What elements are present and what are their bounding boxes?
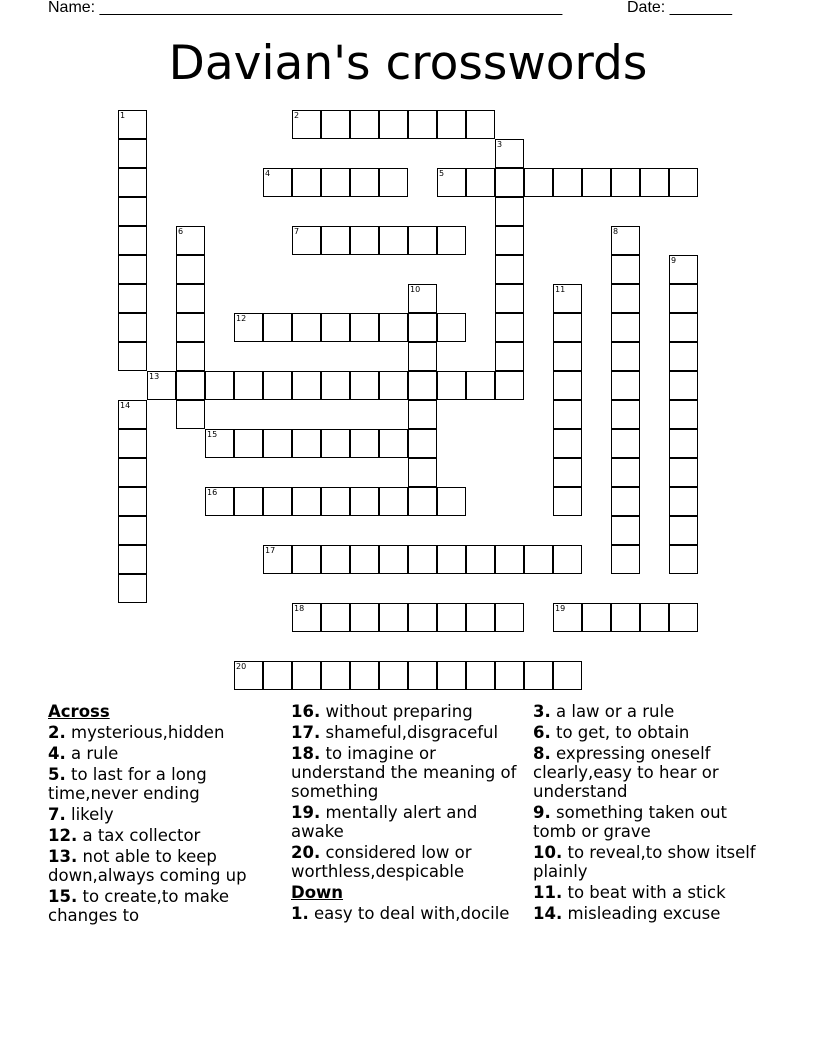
clue-text: without preparing <box>325 702 473 721</box>
clue-number-label: 6. <box>533 723 551 742</box>
grid-cell[interactable] <box>669 603 698 632</box>
grid-cell[interactable] <box>263 168 292 197</box>
clue-number-label: 14. <box>533 904 563 923</box>
clue-number-label: 1. <box>291 904 309 923</box>
grid-cell[interactable] <box>669 342 698 371</box>
grid-cell[interactable] <box>437 168 466 197</box>
grid-cell[interactable] <box>379 429 408 458</box>
grid-cell[interactable] <box>553 603 582 632</box>
grid-cell[interactable] <box>118 110 147 139</box>
grid-cell[interactable] <box>408 400 437 429</box>
grid-cell[interactable] <box>321 226 350 255</box>
grid-cell[interactable] <box>553 168 582 197</box>
grid-cell[interactable] <box>350 168 379 197</box>
clue-number-label: 8. <box>533 744 551 763</box>
grid-cell[interactable] <box>466 545 495 574</box>
clue-number-label: 15. <box>48 887 78 906</box>
grid-cell[interactable] <box>176 226 205 255</box>
grid-cell[interactable] <box>437 371 466 400</box>
across-clue <box>48 723 288 742</box>
grid-cell[interactable] <box>611 371 640 400</box>
grid-cell[interactable] <box>495 139 524 168</box>
clue-number: 3 <box>497 140 503 149</box>
grid-cell[interactable] <box>118 574 147 603</box>
grid-cell[interactable] <box>350 545 379 574</box>
across-clue <box>291 723 531 742</box>
grid-cell[interactable] <box>611 400 640 429</box>
grid-cell[interactable] <box>321 371 350 400</box>
clue-number-label: 10. <box>533 843 563 862</box>
down-clue <box>533 883 773 902</box>
grid-cell[interactable] <box>611 313 640 342</box>
grid-cell[interactable] <box>379 371 408 400</box>
clue-number: 15 <box>207 430 218 439</box>
clue-text: mentally alert and awake <box>291 803 478 841</box>
clue-number-label: 4. <box>48 744 66 763</box>
clue-number: 12 <box>236 314 247 323</box>
grid-cell[interactable] <box>408 661 437 690</box>
grid-cell[interactable] <box>176 255 205 284</box>
grid-cell[interactable] <box>495 284 524 313</box>
grid-cell[interactable] <box>437 226 466 255</box>
grid-cell[interactable] <box>408 603 437 632</box>
grid-cell[interactable] <box>408 545 437 574</box>
across-clue <box>48 744 288 763</box>
clue-number: 2 <box>294 111 300 120</box>
grid-cell[interactable] <box>176 342 205 371</box>
clue-text: mysterious,hidden <box>71 723 225 742</box>
grid-cell[interactable] <box>292 313 321 342</box>
grid-cell[interactable] <box>437 661 466 690</box>
grid-cell[interactable] <box>669 545 698 574</box>
grid-cell[interactable] <box>234 429 263 458</box>
grid-cell[interactable] <box>292 545 321 574</box>
grid-cell[interactable] <box>640 603 669 632</box>
grid-cell[interactable] <box>350 487 379 516</box>
clue-text: a tax collector <box>82 826 201 845</box>
clue-number: 17 <box>265 546 276 555</box>
clue-text: misleading excuse <box>567 904 721 923</box>
grid-cell[interactable] <box>321 487 350 516</box>
grid-cell[interactable] <box>669 516 698 545</box>
grid-cell[interactable] <box>466 371 495 400</box>
grid-cell[interactable] <box>263 661 292 690</box>
down-clue <box>533 803 773 841</box>
grid-cell[interactable] <box>205 487 234 516</box>
grid-cell[interactable] <box>553 458 582 487</box>
grid-cell[interactable] <box>495 603 524 632</box>
across-clue <box>48 826 288 845</box>
grid-cell[interactable] <box>263 487 292 516</box>
grid-cell[interactable] <box>553 313 582 342</box>
clue-number-label: 17. <box>291 723 321 742</box>
grid-cell[interactable] <box>176 400 205 429</box>
grid-cell[interactable] <box>640 168 669 197</box>
clues-column-3 <box>533 702 773 925</box>
across-clue <box>48 887 288 925</box>
clue-number: 9 <box>671 256 677 265</box>
grid-cell[interactable] <box>292 487 321 516</box>
down-clue <box>533 702 773 721</box>
grid-cell[interactable] <box>466 661 495 690</box>
grid-cell[interactable] <box>176 313 205 342</box>
grid-cell[interactable] <box>379 226 408 255</box>
grid-cell[interactable] <box>263 545 292 574</box>
grid-cell[interactable] <box>669 284 698 313</box>
grid-cell[interactable] <box>118 313 147 342</box>
grid-cell[interactable] <box>263 429 292 458</box>
grid-cell[interactable] <box>408 342 437 371</box>
grid-cell[interactable] <box>350 313 379 342</box>
across-clue <box>291 803 531 841</box>
grid-cell[interactable] <box>205 429 234 458</box>
grid-cell[interactable] <box>495 168 524 197</box>
grid-cell[interactable] <box>118 516 147 545</box>
grid-cell[interactable] <box>553 400 582 429</box>
grid-cell[interactable] <box>350 603 379 632</box>
clue-text: a law or a rule <box>556 702 675 721</box>
across-clue <box>291 744 531 801</box>
grid-cell[interactable] <box>321 661 350 690</box>
across-clue <box>48 765 288 803</box>
clue-text: likely <box>71 805 114 824</box>
grid-cell[interactable] <box>582 168 611 197</box>
grid-cell[interactable] <box>408 487 437 516</box>
grid-cell[interactable] <box>408 458 437 487</box>
clue-text: a rule <box>71 744 119 763</box>
grid-cell[interactable] <box>553 487 582 516</box>
grid-cell[interactable] <box>379 110 408 139</box>
grid-cell[interactable] <box>321 545 350 574</box>
down-clue <box>533 843 773 881</box>
grid-cell[interactable] <box>669 168 698 197</box>
name-line: Name: ____________________________________________________ <box>48 0 563 16</box>
grid-cell[interactable] <box>582 603 611 632</box>
clue-number: 4 <box>265 169 271 178</box>
grid-cell[interactable] <box>611 516 640 545</box>
across-clue <box>48 805 288 824</box>
date-line: Date: _______ <box>627 0 732 16</box>
clue-number: 19 <box>555 604 566 613</box>
grid-cell[interactable] <box>553 429 582 458</box>
grid-cell[interactable] <box>669 400 698 429</box>
grid-cell[interactable] <box>437 487 466 516</box>
down-clue <box>533 904 773 923</box>
clue-number: 8 <box>613 227 619 236</box>
grid-cell[interactable] <box>553 545 582 574</box>
across-clue <box>48 847 288 885</box>
grid-cell[interactable] <box>669 255 698 284</box>
clue-number-label: 20. <box>291 843 321 862</box>
grid-cell[interactable] <box>350 429 379 458</box>
clue-text: not able to keep down,always coming up <box>48 847 247 885</box>
grid-cell[interactable] <box>408 429 437 458</box>
grid-cell[interactable] <box>437 603 466 632</box>
grid-cell[interactable] <box>118 139 147 168</box>
grid-cell[interactable] <box>263 313 292 342</box>
clue-text: to reveal,to show itself plainly <box>533 843 756 881</box>
grid-cell[interactable] <box>611 284 640 313</box>
grid-cell[interactable] <box>611 603 640 632</box>
grid-cell[interactable] <box>611 458 640 487</box>
clue-number: 16 <box>207 488 218 497</box>
grid-cell[interactable] <box>321 313 350 342</box>
grid-cell[interactable] <box>292 429 321 458</box>
grid-cell[interactable] <box>118 168 147 197</box>
grid-cell[interactable] <box>524 168 553 197</box>
clue-number: 1 <box>120 111 126 120</box>
puzzle-title: Davian's crosswords <box>168 36 648 91</box>
clue-number: 6 <box>178 227 184 236</box>
grid-cell[interactable] <box>611 255 640 284</box>
grid-cell[interactable] <box>118 284 147 313</box>
grid-cell[interactable] <box>147 371 176 400</box>
grid-cell[interactable] <box>437 110 466 139</box>
grid-cell[interactable] <box>495 197 524 226</box>
clue-number-label: 13. <box>48 847 78 866</box>
down-clue <box>533 744 773 801</box>
grid-cell[interactable] <box>321 429 350 458</box>
clue-number-label: 16. <box>291 702 321 721</box>
grid-cell[interactable] <box>553 371 582 400</box>
clue-number: 5 <box>439 169 445 178</box>
grid-cell[interactable] <box>379 545 408 574</box>
grid-cell[interactable] <box>176 371 205 400</box>
grid-cell[interactable] <box>350 371 379 400</box>
grid-cell[interactable] <box>379 168 408 197</box>
down-heading: Down <box>291 883 344 902</box>
grid-cell[interactable] <box>495 661 524 690</box>
grid-cell[interactable] <box>495 371 524 400</box>
grid-cell[interactable] <box>611 168 640 197</box>
clue-text: expressing oneself clearly,easy to hear or understand <box>533 744 719 801</box>
clue-number-label: 3. <box>533 702 551 721</box>
grid-cell[interactable] <box>495 226 524 255</box>
clue-number: 14 <box>120 401 131 410</box>
grid-cell[interactable] <box>379 603 408 632</box>
clue-number: 7 <box>294 227 300 236</box>
grid-cell[interactable] <box>118 400 147 429</box>
clue-text: considered low or worthless,despicable <box>291 843 472 881</box>
grid-cell[interactable] <box>437 545 466 574</box>
grid-cell[interactable] <box>118 458 147 487</box>
grid-cell[interactable] <box>611 226 640 255</box>
clue-text: shameful,disgraceful <box>325 723 499 742</box>
clue-number: 20 <box>236 662 247 671</box>
grid-cell[interactable] <box>118 226 147 255</box>
grid-cell[interactable] <box>466 110 495 139</box>
clue-number-label: 19. <box>291 803 321 822</box>
down-clue <box>291 904 531 923</box>
grid-cell[interactable] <box>495 255 524 284</box>
across-heading: Across <box>48 702 110 721</box>
clues-column-1 <box>48 702 288 927</box>
clue-number-label: 7. <box>48 805 66 824</box>
grid-cell[interactable] <box>495 342 524 371</box>
clue-number-label: 9. <box>533 803 551 822</box>
grid-cell[interactable] <box>408 110 437 139</box>
grid-cell[interactable] <box>611 487 640 516</box>
grid-cell[interactable] <box>611 429 640 458</box>
clue-number: 18 <box>294 604 305 613</box>
grid-cell[interactable] <box>466 603 495 632</box>
grid-cell[interactable] <box>379 487 408 516</box>
grid-cell[interactable] <box>118 342 147 371</box>
grid-cell[interactable] <box>234 661 263 690</box>
grid-cell[interactable] <box>379 661 408 690</box>
clue-number-label: 18. <box>291 744 321 763</box>
grid-cell[interactable] <box>669 458 698 487</box>
grid-cell[interactable] <box>408 371 437 400</box>
grid-cell[interactable] <box>524 661 553 690</box>
grid-cell[interactable] <box>669 313 698 342</box>
grid-cell[interactable] <box>350 226 379 255</box>
grid-cell[interactable] <box>408 284 437 313</box>
clue-number-label: 5. <box>48 765 66 784</box>
grid-cell[interactable] <box>379 313 408 342</box>
grid-cell[interactable] <box>263 371 292 400</box>
grid-cell[interactable] <box>176 284 205 313</box>
clue-text: to create,to make changes to <box>48 887 230 925</box>
grid-cell[interactable] <box>495 313 524 342</box>
grid-cell[interactable] <box>553 284 582 313</box>
grid-cell[interactable] <box>118 487 147 516</box>
grid-cell[interactable] <box>350 661 379 690</box>
grid-cell[interactable] <box>669 429 698 458</box>
grid-cell[interactable] <box>553 342 582 371</box>
grid-cell[interactable] <box>321 110 350 139</box>
across-clue <box>291 702 531 721</box>
clue-text: to get, to obtain <box>556 723 690 742</box>
grid-cell[interactable] <box>495 545 524 574</box>
grid-cell[interactable] <box>466 168 495 197</box>
grid-cell[interactable] <box>669 371 698 400</box>
grid-cell[interactable] <box>118 197 147 226</box>
grid-cell[interactable] <box>437 313 466 342</box>
clue-text: to beat with a stick <box>567 883 726 902</box>
grid-cell[interactable] <box>524 545 553 574</box>
grid-cell[interactable] <box>292 603 321 632</box>
grid-cell[interactable] <box>292 226 321 255</box>
grid-cell[interactable] <box>408 226 437 255</box>
grid-cell[interactable] <box>234 371 263 400</box>
clues-column-2 <box>291 702 531 925</box>
clue-number-label: 11. <box>533 883 563 902</box>
grid-cell[interactable] <box>669 487 698 516</box>
grid-cell[interactable] <box>611 545 640 574</box>
grid-cell[interactable] <box>611 342 640 371</box>
grid-cell[interactable] <box>321 603 350 632</box>
clue-number: 11 <box>555 285 566 294</box>
grid-cell[interactable] <box>292 110 321 139</box>
grid-cell[interactable] <box>118 545 147 574</box>
grid-cell[interactable] <box>553 661 582 690</box>
clue-number: 13 <box>149 372 160 381</box>
grid-cell[interactable] <box>408 313 437 342</box>
grid-cell[interactable] <box>118 255 147 284</box>
clue-text: to imagine or understand the meaning of something <box>291 744 517 801</box>
grid-cell[interactable] <box>292 168 321 197</box>
clue-number-label: 2. <box>48 723 66 742</box>
grid-cell[interactable] <box>350 110 379 139</box>
clue-text: something taken out tomb or grave <box>533 803 728 841</box>
grid-cell[interactable] <box>205 371 234 400</box>
grid-cell[interactable] <box>292 661 321 690</box>
grid-cell[interactable] <box>321 168 350 197</box>
grid-cell[interactable] <box>234 313 263 342</box>
down-clue <box>533 723 773 742</box>
across-clue <box>291 843 531 881</box>
grid-cell[interactable] <box>292 371 321 400</box>
clue-number-label: 12. <box>48 826 78 845</box>
clue-text: easy to deal with,docile <box>314 904 510 923</box>
grid-cell[interactable] <box>118 429 147 458</box>
clue-number: 10 <box>410 285 421 294</box>
clue-text: to last for a long time,never ending <box>48 765 207 803</box>
grid-cell[interactable] <box>234 487 263 516</box>
